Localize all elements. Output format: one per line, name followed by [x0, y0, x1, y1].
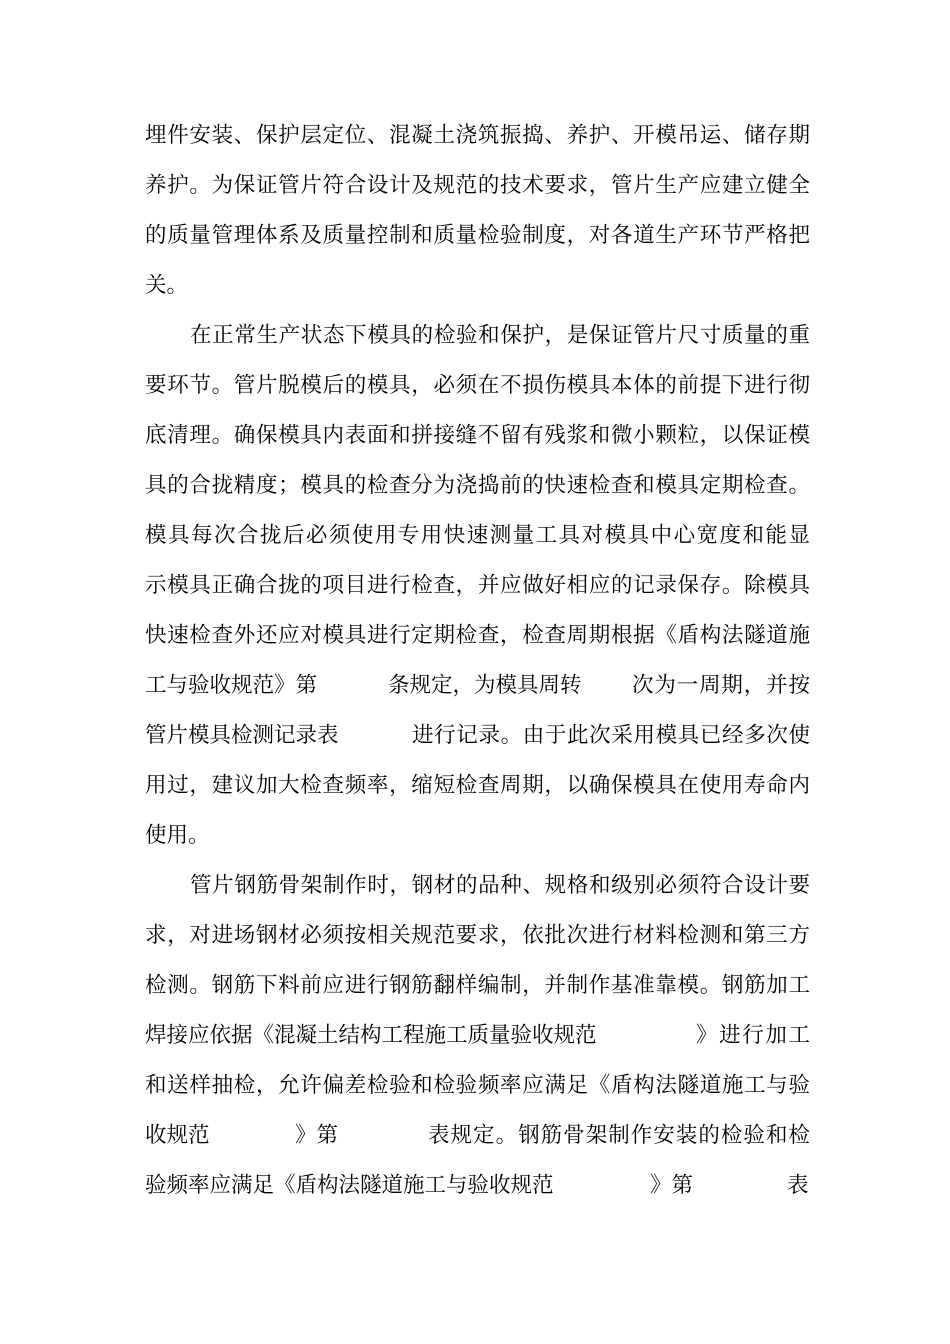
- paragraph-3-line-5: 和送样抽检，允许偏差检验和检验频率应满足《盾构法隧道施工与验: [145, 1073, 810, 1098]
- line-segment: 管片模具检测记录表: [145, 723, 339, 748]
- paragraph-2-line-3: 底清理。确保模具内表面和拼接缝不留有残浆和微小颗粒，以保证模: [145, 423, 810, 448]
- line-segment: 次为一周期，并按: [632, 673, 810, 698]
- paragraph-2-line-4: 具的合拢精度；模具的检查分为浇捣前的快速检查和模具定期检查。: [145, 473, 810, 498]
- paragraph-1-line-3: 的质量管理体系及质量控制和质量检验制度，对各道生产环节严格把: [145, 223, 810, 248]
- paragraph-3-line-3: 检测。钢筋下料前应进行钢筋翻样编制，并制作基准靠模。钢筋加工: [145, 973, 810, 998]
- paragraph-2-line-6: 示模具正确合拢的项目进行检查，并应做好相应的记录保存。除模具: [145, 573, 810, 598]
- line-segment: 条规定，为模具周转: [388, 673, 582, 698]
- paragraph-3-line-6: [145, 1118, 810, 1154]
- paragraph-1-line-4: 关。: [145, 273, 189, 298]
- line-segment: 焊接应依据《混凝土结构工程施工质量验收规范: [145, 1023, 597, 1048]
- paragraph-1-line-1: 埋件安装、保护层定位、混凝土浇筑振捣、养护、开模吊运、储存期: [145, 123, 810, 148]
- paragraph-3-line-1: 管片钢筋骨架制作时，钢材的品种、规格和级别必须符合设计要: [190, 873, 810, 898]
- paragraph-2-line-8: [145, 668, 810, 704]
- line-segment: 表规定。钢筋骨架制作安装的检验和检: [428, 1123, 810, 1148]
- line-segment: 进行记录。由于此次采用模具已经多次使: [412, 723, 810, 748]
- paragraph-1-line-2: 养护。为保证管片符合设计及规范的技术要求，管片生产应建立健全: [145, 173, 810, 198]
- paragraph-3-line-4: [145, 1018, 810, 1054]
- paragraph-2-line-2: 要环节。管片脱模后的模具，必须在不损伤模具本体的前提下进行彻: [145, 373, 810, 398]
- line-segment: 》第: [295, 1123, 339, 1148]
- line-segment: 工与验收规范》第: [145, 673, 318, 698]
- paragraph-3-line-7: [145, 1168, 810, 1204]
- paragraph-3-line-2: 求，对进场钢材必须按相关规范要求，依批次进行材料检测和第三方: [145, 923, 810, 948]
- paragraph-2-line-9: [145, 718, 810, 754]
- paragraph-2-line-11: 使用。: [145, 823, 210, 848]
- line-segment: 》第: [650, 1173, 694, 1198]
- paragraph-2-line-5: 模具每次合拢后必须使用专用快速测量工具对模具中心宽度和能显: [145, 523, 810, 548]
- line-segment: 收规范: [145, 1123, 210, 1148]
- paragraph-2-line-1: 在正常生产状态下模具的检验和保护，是保证管片尺寸质量的重: [190, 323, 810, 348]
- line-segment: 表: [787, 1173, 809, 1198]
- line-segment: 验频率应满足《盾构法隧道施工与验收规范: [145, 1173, 554, 1198]
- paragraph-2-line-10: 用过，建议加大检查频率，缩短检查周期，以确保模具在使用寿命内: [145, 773, 810, 798]
- line-segment: 》进行加工: [696, 1023, 810, 1048]
- paragraph-2-line-7: 快速检查外还应对模具进行定期检查，检查周期根据《盾构法隧道施: [145, 623, 810, 648]
